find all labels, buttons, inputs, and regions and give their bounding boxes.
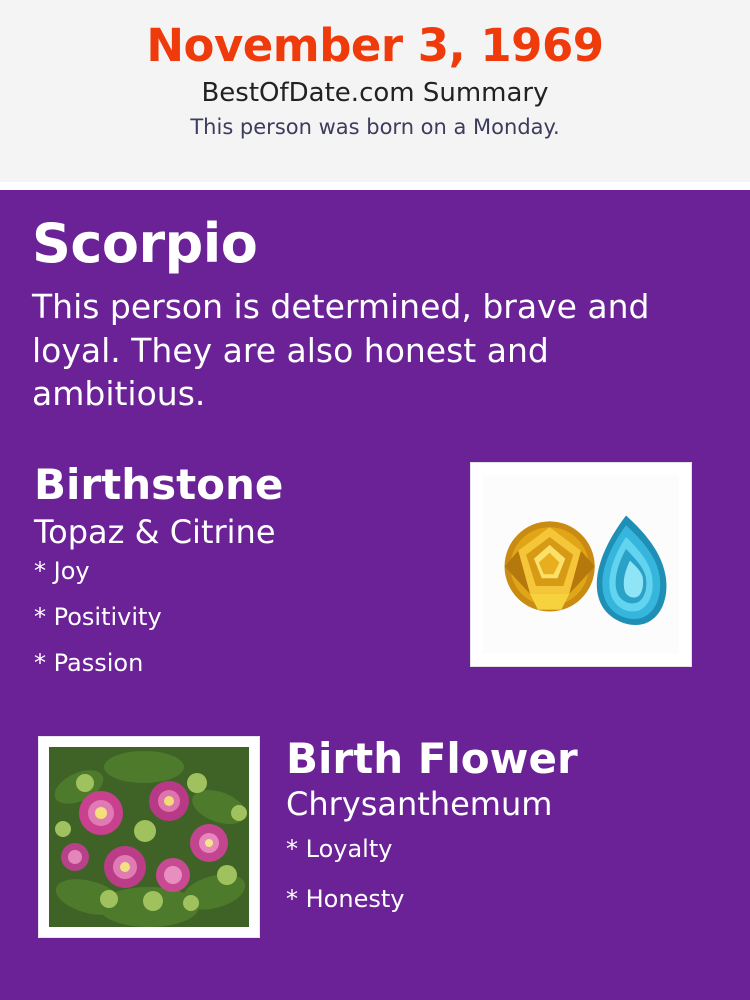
birth-flower-trait: * Loyalty xyxy=(286,834,393,863)
birth-weekday-text: This person was born on a Monday. xyxy=(190,115,560,140)
birth-flower-section xyxy=(0,736,750,966)
birthstone-trait: * Passion xyxy=(34,648,144,677)
birth-flower-text xyxy=(286,736,750,911)
zodiac-sign-title: Scorpio xyxy=(32,212,258,275)
flower-icon xyxy=(49,747,249,927)
gem-icon xyxy=(483,475,679,654)
birthstone-trait: * Positivity xyxy=(34,602,162,631)
birthstone-photo xyxy=(470,462,692,667)
birth-flower-photo xyxy=(38,736,260,938)
site-name: BestOfDate.com Summary xyxy=(201,78,549,109)
birthstone-section xyxy=(0,462,750,692)
flower-illustration xyxy=(49,747,249,927)
card-header xyxy=(0,0,750,182)
card-body xyxy=(0,190,750,1000)
birthstone-name: Topaz & Citrine xyxy=(34,512,276,551)
birthstone-title: Birthstone xyxy=(34,460,284,510)
birth-flower-title: Birth Flower xyxy=(286,734,578,784)
header-divider xyxy=(0,182,750,190)
gem-illustration xyxy=(483,475,679,654)
page-title: November 3, 1969 xyxy=(146,19,604,72)
birthstone-text xyxy=(0,462,430,675)
zodiac-description: This person is determined, brave and loyal. They are also honest and ambitious. xyxy=(32,286,650,414)
birthstone-trait: * Joy xyxy=(34,556,90,585)
birth-flower-trait: * Honesty xyxy=(286,884,405,913)
birth-flower-name: Chrysanthemum xyxy=(286,784,553,823)
